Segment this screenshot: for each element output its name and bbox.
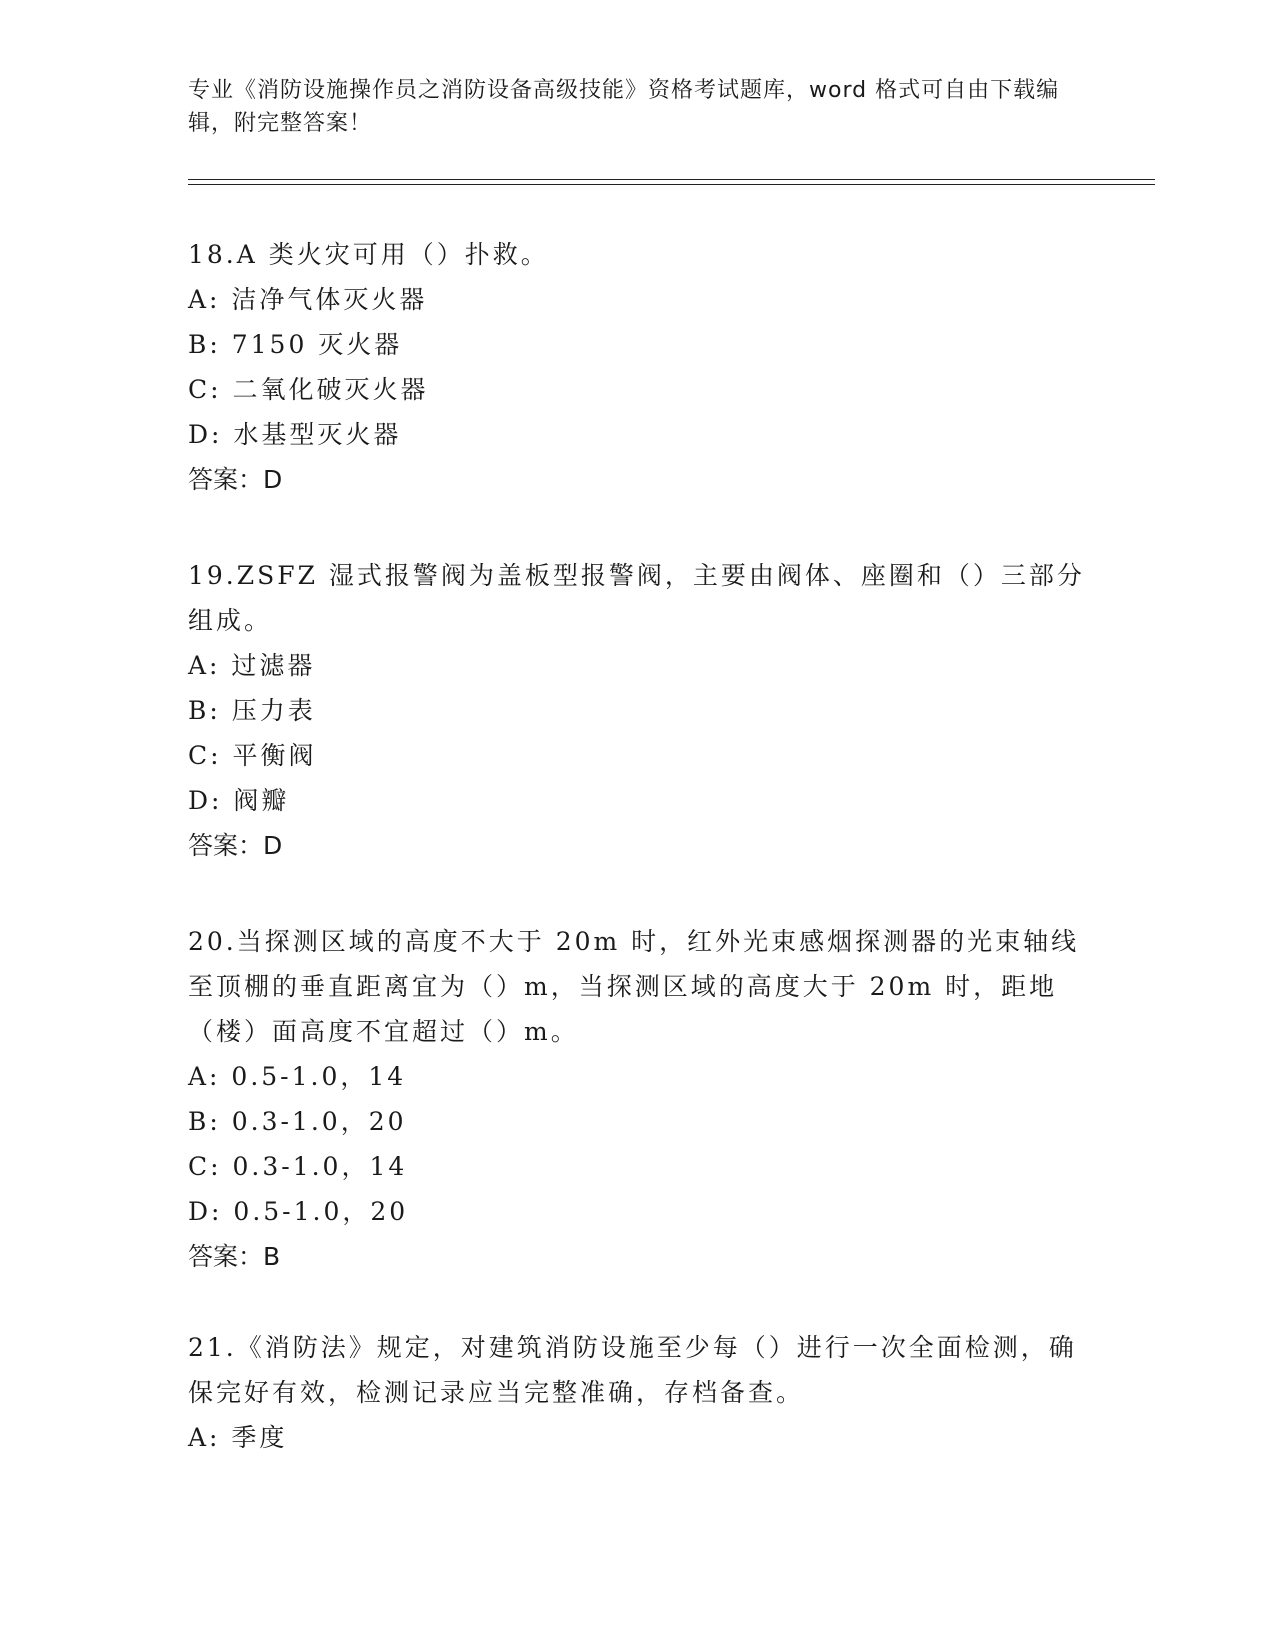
question-text: 20.当探测区域的高度不大于 20m 时，红外光束感烟探测器的光束轴线至顶棚的垂直距离宜为（）m，当探测区域的高度大于 20m 时，距地（楼）面高度不宜超过（）m。 (188, 927, 1080, 1046)
option-d: D: 水基型灭火器 (188, 420, 402, 449)
option-c: C: 平衡阀 (188, 741, 317, 770)
option-d: D: 阀瓣 (188, 786, 290, 815)
option-b: B: 7150 灭火器 (188, 330, 403, 359)
answer: 答案：D (188, 465, 283, 494)
answer: 答案：D (188, 831, 283, 860)
option-c: C: 0.3-1.0，14 (188, 1152, 408, 1181)
question-text: 18.A 类火灾可用（）扑救。 (188, 240, 549, 269)
document-header: 专业《消防设施操作员之消防设备高级技能》资格考试题库，word 格式可自由下载编辑，附完整答案！ (188, 78, 1060, 136)
question-20 (188, 919, 1088, 1279)
option-c: C: 二氧化破灭火器 (188, 375, 429, 404)
option-b: B: 压力表 (188, 696, 316, 725)
option-d: D: 0.5-1.0，20 (188, 1197, 409, 1226)
header-divider-bottom (188, 184, 1155, 185)
option-b: B: 0.3-1.0，20 (188, 1107, 407, 1136)
question-text: 21.《消防法》规定，对建筑消防设施至少每（）进行一次全面检测，确保完好有效，检测记录应当完整准确，存档备查。 (188, 1333, 1077, 1407)
option-a: A: 季度 (188, 1423, 288, 1452)
question-18 (188, 232, 1088, 502)
option-a: A: 过滤器 (188, 651, 316, 680)
question-21 (188, 1325, 1088, 1460)
header-divider-top (188, 179, 1155, 180)
option-a: A: 洁净气体灭火器 (188, 285, 428, 314)
question-19 (188, 553, 1088, 868)
answer: 答案：B (188, 1242, 281, 1271)
option-a: A: 0.5-1.0，14 (188, 1062, 407, 1091)
question-text: 19.ZSFZ 湿式报警阀为盖板型报警阀，主要由阀体、座圈和（）三部分组成。 (188, 561, 1085, 635)
